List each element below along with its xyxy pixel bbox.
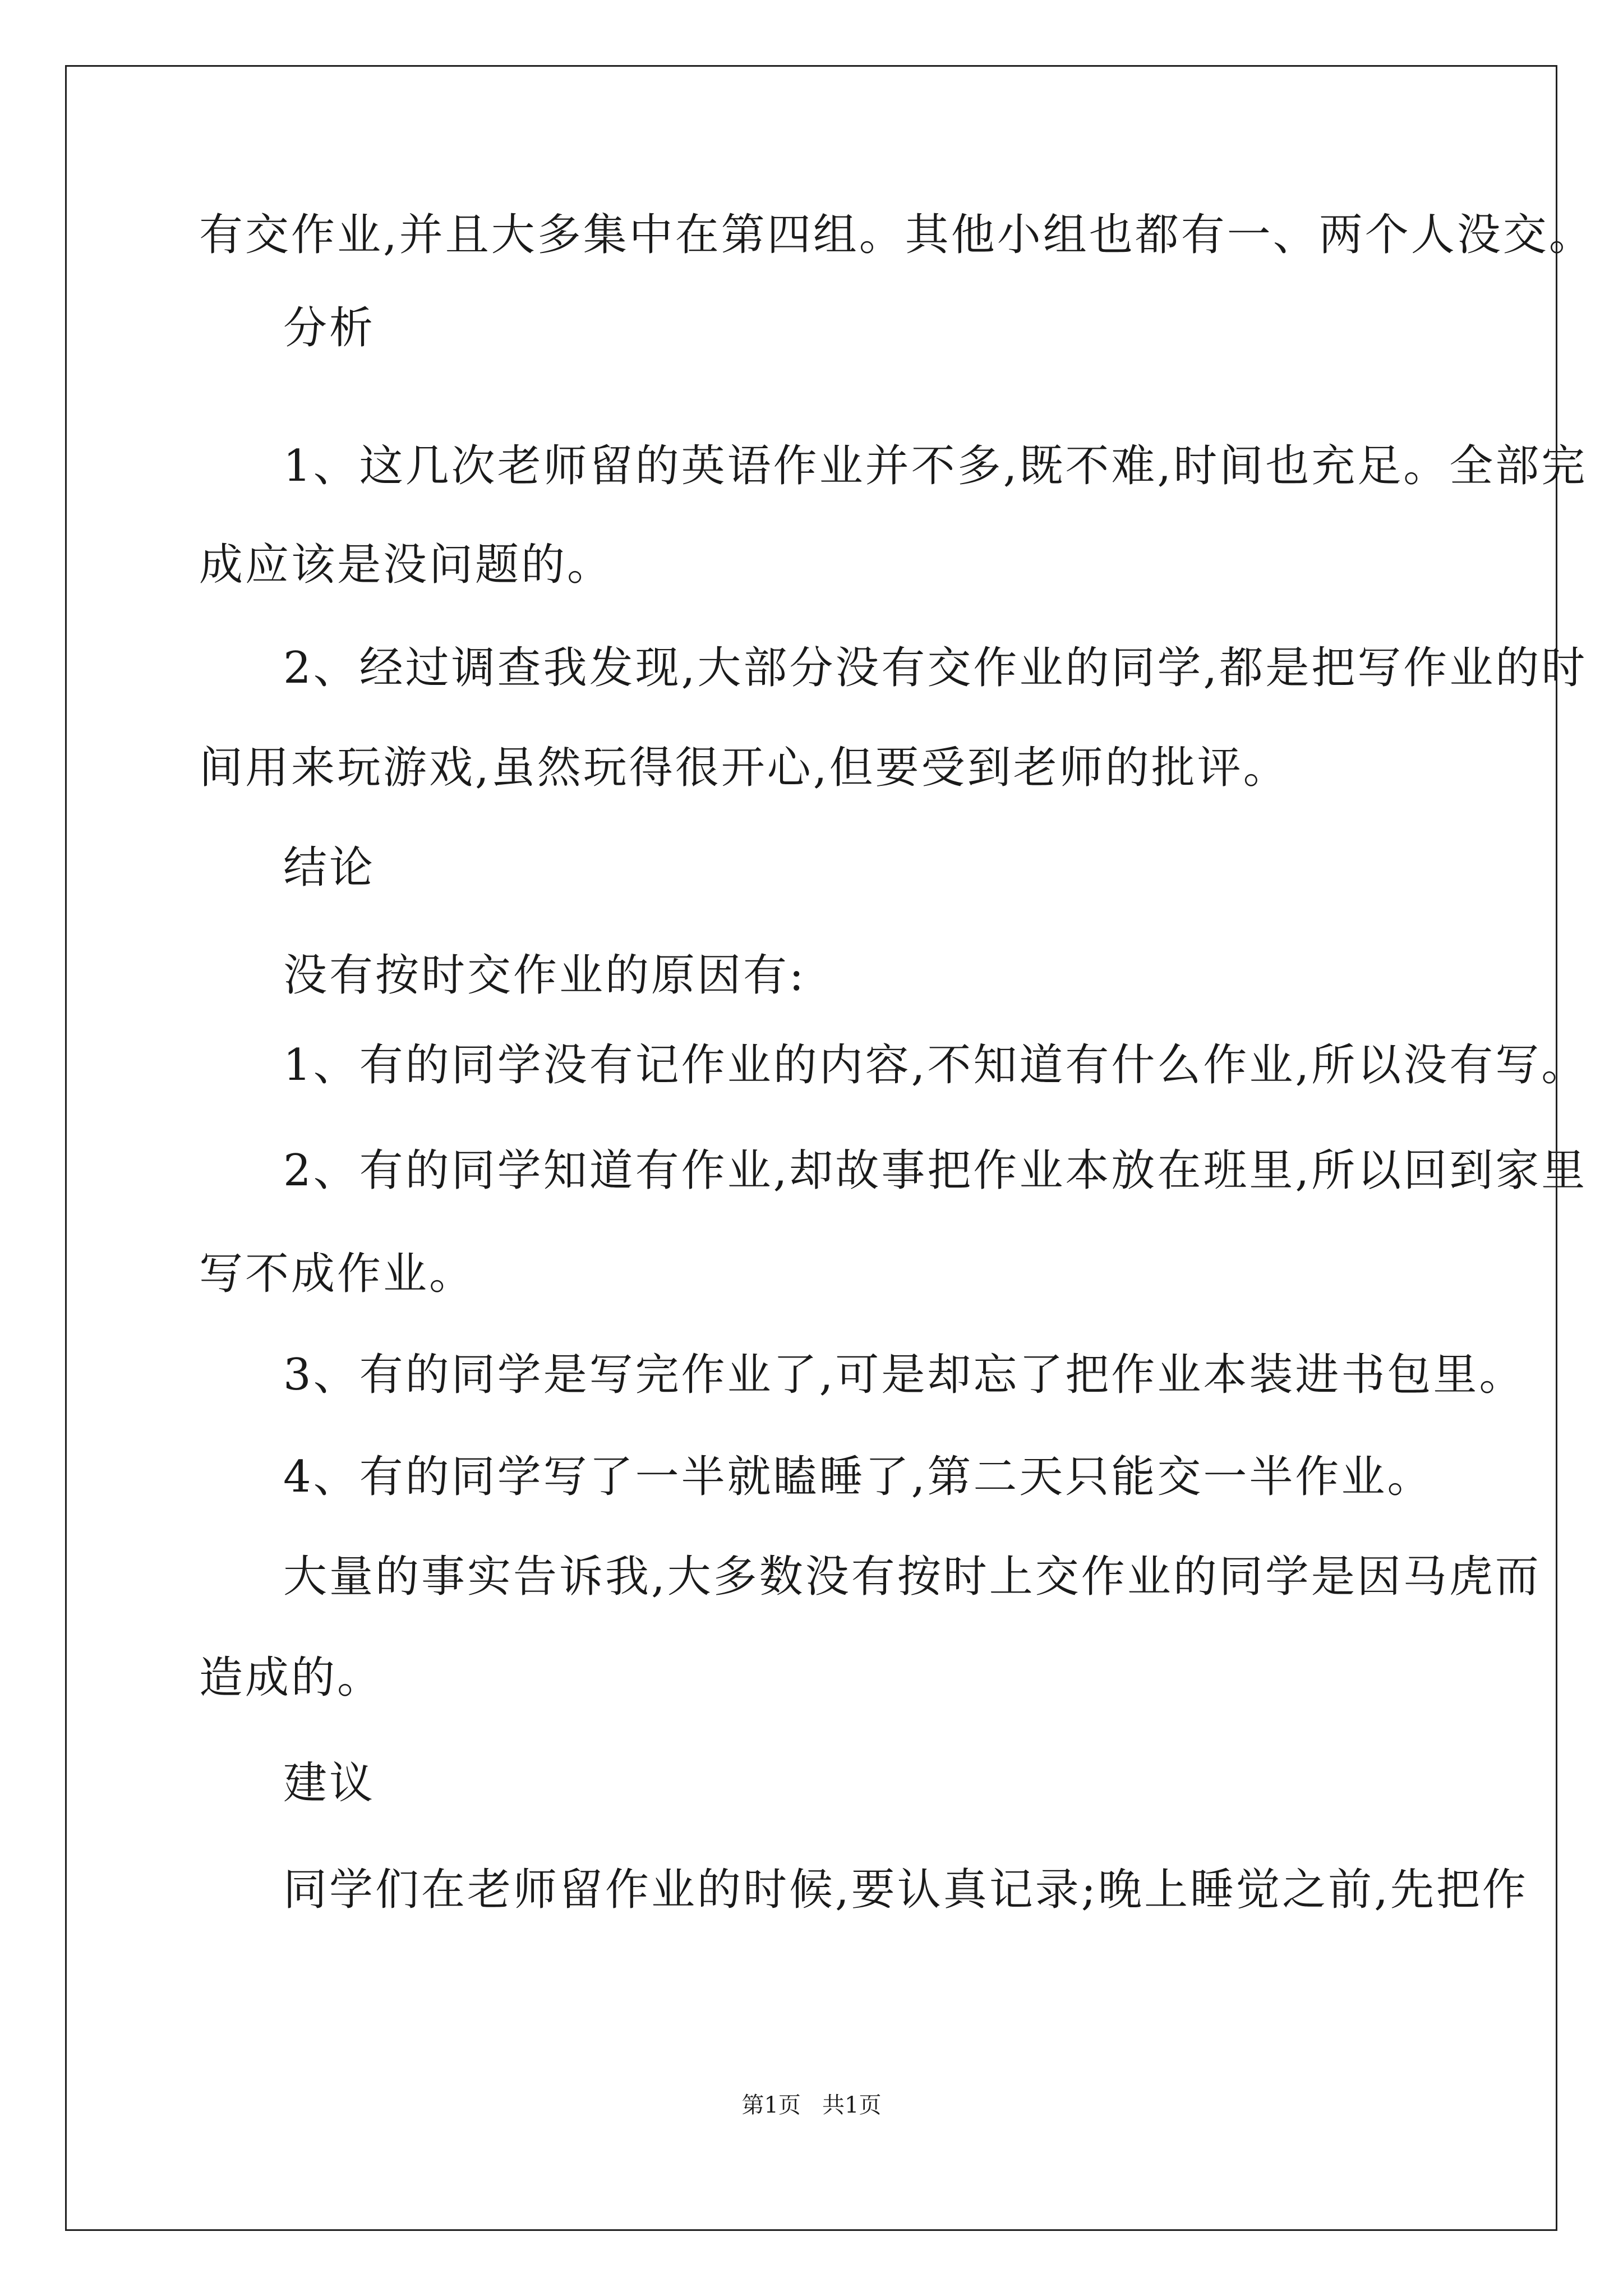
text-line: 1、有的同学没有记作业的内容,不知道有什么作业,所以没有写。: [283, 1040, 1588, 1091]
text-line: 2、经过调查我发现,大部分没有交作业的同学,都是把写作业的时: [283, 643, 1588, 693]
text-line: 没有按时交作业的原因有:: [283, 950, 806, 1001]
text-line: 3、有的同学是写完作业了,可是却忘了把作业本装进书包里。: [283, 1350, 1525, 1400]
text-line: 写不成作业。: [199, 1249, 476, 1299]
text-line: 1、这几次老师留的英语作业并不多,既不难,时间也充足。全部完: [283, 441, 1588, 491]
text-line: 成应该是没问题的。: [199, 540, 614, 590]
text-line: 造成的。: [199, 1653, 384, 1703]
text-line: 2、有的同学知道有作业,却故事把作业本放在班里,所以回到家里: [283, 1145, 1588, 1196]
text-line: 大量的事实告诉我,大多数没有按时上交作业的同学是因马虎而: [283, 1552, 1541, 1602]
section-heading: 结论: [283, 843, 376, 893]
text-line: 4、有的同学写了一半就瞌睡了,第二天只能交一半作业。: [283, 1452, 1433, 1502]
section-heading: 建议: [283, 1758, 376, 1809]
text-line: 同学们在老师留作业的时候,要认真记录;晚上睡觉之前,先把作: [283, 1865, 1528, 1915]
text-line: 有交作业,并且大多集中在第四组。其他小组也都有一、两个人没交。: [199, 210, 1595, 260]
page-number-footer: 第1页 共1页: [741, 2092, 882, 2118]
text-line: 间用来玩游戏,虽然玩得很开心,但要受到老师的批评。: [199, 743, 1289, 793]
section-heading: 分析: [283, 303, 376, 353]
